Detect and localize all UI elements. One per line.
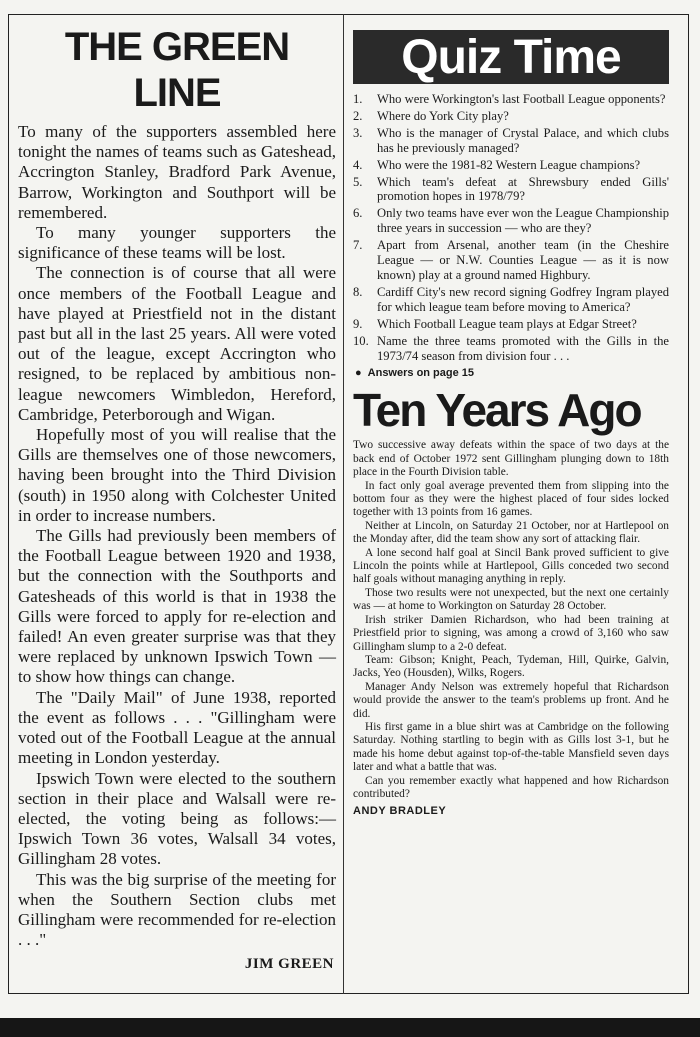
green-line-paragraph: The "Daily Mail" of June 1938, reported the event as follows . . . "Gillingham were voted out of the Football League at the annual meeting in London yesterday. [18,687,336,768]
quiz-text: Who were Workington's last Football League opponents? [377,92,666,106]
quiz-question [353,317,669,332]
quiz-question [353,126,669,156]
ten-years-paragraph: A lone second half goal at Sincil Bank proved sufficient to give Lincoln the points while at Hartlepool, Gills conceded two second half goals without managing anything in reply. [353,546,669,586]
right-column [353,30,669,817]
quiz-question [353,109,669,124]
answers-text: Answers on page 15 [367,367,475,380]
ten-years-author: ANDY BRADLEY [353,805,447,818]
quiz-number: 5. [353,174,363,189]
quiz-text: Only two teams have ever won the League Championship three years in succession — who are they? [377,206,669,236]
ten-years-body [353,439,669,801]
quiz-title-banner: Quiz Time [353,30,669,84]
quiz-text: Cardiff City's new record signing Godfrey Ingram played for which league team before moving to America? [377,284,669,314]
quiz-text: Where do York City play? [377,108,509,123]
green-line-paragraph: Hopefully most of you will realise that the Gills are themselves one of those newcomers, having been brought into the Third Division (south) in 1950 along with Colchester United in order to increase numbers. [18,425,336,525]
ten-years-paragraph: Two successive away defeats within the space of two days at the back end of October 1972 sent Gillingham plunging down to 18th place in the Fourth Division table. [353,439,669,479]
quiz-text: Apart from Arsenal, another team (in the Cheshire League — or N.W. Counties League — as it is now known) play at a ground named Highbury. [377,238,669,282]
quiz-text: Who is the manager of Crystal Palace, and which clubs has he previously managed? [377,125,669,155]
quiz-number: 6. [353,206,363,221]
ten-years-paragraph: In fact only goal average prevented them from slipping into the bottom four as they were the highest placed of four sides locked together with 13 points from 16 games. [353,479,669,519]
ten-years-paragraph: Team: Gibson; Knight, Peach, Tydeman, Hill, Quirke, Galvin, Jacks, Yeo (Housden), Wilks, Rogers. [353,653,669,680]
green-line-paragraph: The connection is of course that all were once members of the Football League and have played at Priestfield not in the distant past but all in the last 25 years. All were voted out of the league, except Accrington who resigned, to be replaced by ambitious non-league newcomers Wimbledon, Hereford, Cambridge, Peterborough and Wigan. [18,263,336,424]
quiz-number: 8. [353,284,363,299]
column-divider [343,14,344,994]
quiz-question [353,206,669,236]
answers-note [355,367,669,379]
quiz-number: 4. [353,157,363,172]
quiz-number: 9. [353,316,363,331]
bullet-icon: ● [355,367,362,380]
green-line-paragraph: The Gills had previously been members of the Football League between 1920 and 1938, but the connection with the Southports and Gatesheads of this world is that in 1938 the Gills were forced to apply for re-election and failed! An even greater surprise was that they were replaced by unknown Ipswich Town — to show how things can change. [18,526,336,687]
quiz-number: 2. [353,108,363,123]
green-line-paragraph: Ipswich Town were elected to the southern section in their place and Walsall were re-elected, the voting being as follows:— Ipswich Town 36 votes, Walsall 34 votes, Gillingham 28 votes. [18,768,336,869]
quiz-number: 1. [353,92,363,106]
ten-years-paragraph: Manager Andy Nelson was extremely hopeful that Richardson would provide the answer to the team's problems up front. And he did. [353,680,669,720]
green-line-title: THE GREEN LINE [64,25,290,115]
ten-years-paragraph: His first game in a blue shirt was at Cambridge on the following Saturday. Nothing startling to begin with as Gills lost 3-1, but he made his home debut against top-of-the-table Mansfield seven days later and what a battle that was. [353,720,669,774]
quiz-number: 3. [353,125,363,140]
quiz-question [353,334,669,364]
ten-years-paragraph: Irish striker Damien Richardson, who had been training at Priestfield prior to signing, was among a crowd of 3,160 who saw Gillingham slump to a 2-0 defeat. [353,613,669,653]
ten-years-title: Ten Years Ago [353,384,641,437]
quiz-question [353,158,669,173]
quiz-question [353,285,669,315]
quiz-number: 7. [353,238,363,253]
quiz-question [353,175,669,205]
green-line-column [18,24,336,973]
green-line-author: JIM GREEN [244,956,334,973]
green-line-paragraph: To many younger supporters the significance of these teams will be lost. [18,223,336,263]
quiz-question [353,238,669,283]
quiz-text: Which Football League team plays at Edgar Street? [377,316,637,331]
quiz-text: Which team's defeat at Shrewsbury ended Gills' promotion hopes in 1978/79? [377,174,669,204]
ten-years-paragraph: Those two results were not unexpected, but the next one certainly was — at home to Workington on Saturday 28 October. [353,586,669,613]
quiz-number: 10. [353,333,369,348]
ten-years-paragraph: Neither at Lincoln, on Saturday 21 October, nor at Hartlepool on the Monday after, did the team show any sort of attacking flair. [353,519,669,546]
green-line-paragraph: To many of the supporters assembled here tonight the names of teams such as Gateshead, Accrington Stanley, Bradford Park Avenue, Barrow, Workington and Southport will be remembered. [18,122,336,222]
ten-years-paragraph: Can you remember exactly what happened and how Richardson contributed? [353,774,669,800]
green-line-paragraph: This was the big surprise of the meeting for when the Southern Section clubs met Gillingham were recommended for re-election . . ." [18,869,336,950]
quiz-question [353,92,669,107]
quiz-list [353,92,669,363]
quiz-text: Who were the 1981-82 Western League champions? [377,157,641,172]
quiz-text: Name the three teams promoted with the Gills in the 1973/74 season from division four . . . [377,333,669,363]
bottom-edge-bar [0,1018,700,1037]
